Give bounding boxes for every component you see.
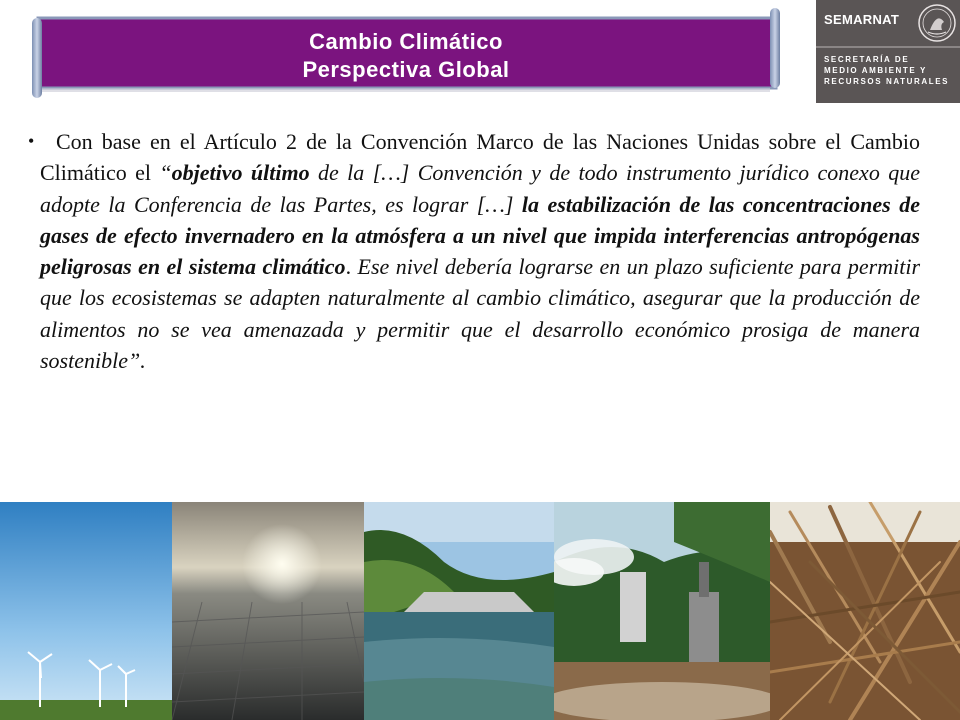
text-period: . <box>345 254 358 280</box>
bullet-point: • <box>28 131 35 151</box>
title-banner <box>30 8 782 100</box>
logo-subtitle-line: SECRETARÍA DE <box>824 55 910 64</box>
dam-reservoir-photo <box>364 502 554 720</box>
logo-name: SEMARNAT <box>824 12 900 27</box>
text-ecosystems: Ese nivel debería lograrse en un plazo suficiente para permitir que los ecosistemas se adapten naturalmente al cambio climático, asegurar que la producción de alimentos no se vea amenazada y permitir que el desarrollo económico prosiga de manera sostenible <box>40 254 921 374</box>
mexican-coat-of-arms-icon <box>916 2 958 44</box>
logo-subtitle <box>824 54 956 87</box>
banner-title-line1: Cambio Climático <box>309 29 503 54</box>
semarnat-logo <box>816 0 960 103</box>
body-paragraph <box>28 126 921 376</box>
text-intro: Con base en el Artículo 2 de la Convención Marco de las Naciones Unidas sobre el Cambio Climático el <box>40 129 920 186</box>
solar-panels-sunset-photo <box>172 502 364 720</box>
convention-quote-paragraph <box>40 126 920 376</box>
logo-subtitle-line: RECURSOS NATURALES <box>824 77 950 86</box>
banner-title-line2: Perspectiva Global <box>302 57 510 82</box>
photo-strip <box>0 502 960 720</box>
geothermal-plant-photo <box>554 502 770 720</box>
open-quote: “ <box>159 160 172 186</box>
wind-turbines-photo <box>0 502 172 720</box>
text-stabilization: la estabilización de las concentraciones de gases de efecto invernadero en la atmósfera a un nivel que impida interferencias antropógenas peligrosas en el sistema climático <box>40 191 920 280</box>
text-objective: objetivo último <box>171 160 310 186</box>
text-convention: de la […] Convención y de todo instrumento jurídico conexo que adopte la Conferencia de las Partes, es lograr […] <box>40 160 920 217</box>
logo-separator <box>816 46 960 48</box>
biomass-wood-pile-photo <box>770 502 960 720</box>
logo-subtitle-line: MEDIO AMBIENTE Y <box>824 66 927 75</box>
close-quote: ”. <box>128 348 146 374</box>
